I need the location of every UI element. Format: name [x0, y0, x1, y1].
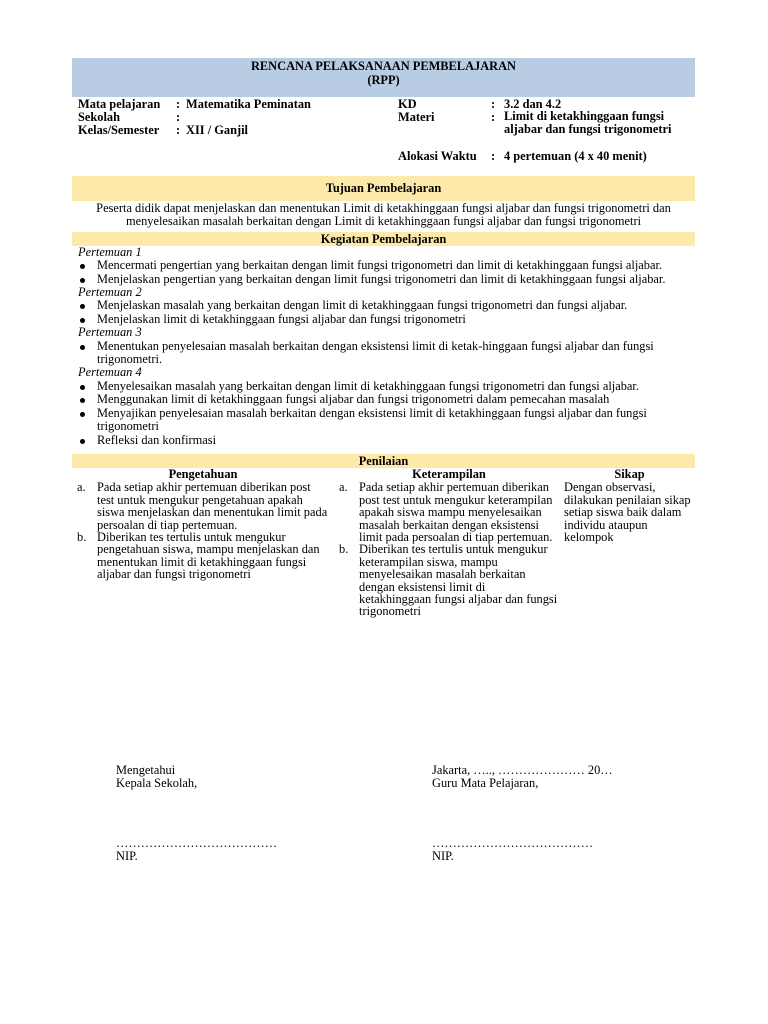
rpp-document [72, 58, 695, 618]
materi-label: Materi [398, 110, 435, 124]
sikap-text: Dengan observasi, dilakukan penilaian sikap setiap siswa baik dalam individu ataupun kelompok [564, 480, 691, 544]
title-band [72, 58, 695, 97]
keterampilan-item [334, 543, 564, 617]
sikap-column [564, 468, 695, 618]
signature-right-nip: NIP. [432, 849, 454, 864]
item-text: Pada setiap akhir pertemuan diberikan post test untuk mengukur keterampilan apakah siswa mampu menyelesaikan masalah berkaitan dengan eksistensi limit pada persoalan di tiap pertemuan. [359, 480, 553, 544]
activity-text: Menggunakan limit di ketakhinggaan fungsi aljabar dan fungsi trigonometri dalam pemecahan masalah [97, 392, 610, 407]
bullet-icon [80, 412, 85, 417]
kd-label: KD [398, 97, 417, 111]
signature-right-line2: Guru Mata Pelajaran, [432, 776, 539, 791]
bullet-icon [80, 264, 85, 269]
keterampilan-items [334, 481, 564, 617]
activity-text: Mencermati pengertian yang berkaitan dengan limit fungsi trigonometri dan limit di ketakhinggaan fungsi aljabar. [97, 258, 662, 273]
document-title: RENCANA PELAKSANAAN PEMBELAJARAN [250, 59, 517, 73]
info-block [72, 97, 695, 175]
bullet-icon [80, 439, 85, 444]
bullet-icon [80, 304, 85, 309]
keterampilan-item [334, 481, 564, 543]
item-marker: b. [339, 542, 349, 557]
kegiatan-heading: Kegiatan Pembelajaran [72, 232, 695, 246]
materi-row [398, 111, 504, 124]
kelas-row [78, 124, 248, 137]
pengetahuan-item [72, 531, 334, 581]
item-marker: a. [77, 480, 86, 495]
bullet-icon [80, 318, 85, 323]
pengetahuan-column [72, 468, 334, 618]
kegiatan-list [72, 246, 695, 447]
bullet-icon [80, 398, 85, 403]
signature-right-line1: Jakarta, ….., ………………… 20… [432, 763, 613, 777]
mapel-value: Matematika Peminatan [186, 97, 311, 111]
signature-left-dots: ………………………………… [116, 835, 278, 850]
activity-text: Menjelaskan masalah yang berkaitan dengan limit di ketakhinggaan fungsi trigonometri dan fungsi aljabar. [97, 298, 628, 313]
signature-right [432, 764, 613, 864]
keterampilan-heading: Keterampilan [412, 466, 486, 481]
activity-text: Menentukan penyelesaian masalah berkaitan dengan eksistensi limit di ketak-hinggaan fungsi aljabar dan fungsi trigonometri. [97, 338, 654, 367]
item-marker: a. [339, 480, 348, 495]
mapel-label: Mata pelajaran [78, 97, 161, 111]
signature-left [116, 764, 277, 864]
kelas-colon: : [176, 123, 181, 137]
penilaian-heading: Penilaian [72, 454, 695, 468]
signature-right-dots: ………………………………… [432, 835, 594, 850]
signature-left-line1: Mengetahui [116, 763, 176, 777]
bullet-icon [80, 385, 85, 390]
mapel-colon: : [176, 97, 181, 111]
pengetahuan-heading: Pengetahuan [168, 466, 238, 481]
activity-text: Menyajikan penyelesaian masalah berkaitan dengan eksistensi limit di ketakhinggaan fungsi aljabar dan fungsi trigonometri [97, 405, 647, 434]
bullet-icon [80, 278, 85, 283]
activity-item [72, 340, 689, 367]
alokasi-colon: : [491, 149, 496, 163]
document-subtitle: (RPP) [367, 72, 400, 87]
item-text: Pada setiap akhir pertemuan diberikan post test untuk mengukur pengetahuan apakah siswa menjelaskan dan menentukan limit pada persoalan di tiap pertemuan. [97, 480, 328, 532]
item-marker: b. [77, 529, 87, 544]
kelas-value: XII / Ganjil [186, 123, 248, 137]
sekolah-label: Sekolah [78, 110, 121, 124]
activity-item [72, 380, 689, 393]
activity-text: Menyelesaikan masalah yang berkaitan dengan limit di ketakhinggaan fungsi trigonometri dan fungsi aljabar. [97, 378, 639, 393]
item-text: Diberikan tes tertulis untuk mengukur keterampilan siswa, mampu menyelesaikan masalah berkaitan dengan eksistensi limit di ketakhinggaan fungsi aljabar dan fungsi trigonometri [359, 542, 558, 619]
activity-text: Menjelaskan pengertian yang berkaitan dengan limit fungsi trigonometri dan limit di ketakhinggaan fungsi aljabar. [97, 271, 666, 286]
activity-item [72, 393, 689, 406]
meeting-title: Pertemuan 3 [78, 325, 142, 340]
activity-item [72, 299, 689, 312]
pengetahuan-item [72, 481, 334, 531]
meeting-title: Pertemuan 4 [78, 365, 142, 380]
activity-item [72, 407, 689, 434]
activity-text: Refleksi dan konfirmasi [97, 432, 217, 447]
activity-item [72, 273, 689, 286]
activity-item [72, 313, 689, 326]
tujuan-heading: Tujuan Pembelajaran [72, 176, 695, 201]
alokasi-value: 4 pertemuan (4 x 40 menit) [504, 149, 647, 163]
kelas-label: Kelas/Semester [78, 123, 160, 137]
alokasi-label: Alokasi Waktu [398, 149, 477, 163]
activity-item [72, 259, 689, 272]
activity-item [72, 434, 689, 447]
alokasi-row [398, 150, 647, 163]
sikap-heading: Sikap [614, 466, 645, 481]
keterampilan-column [334, 468, 564, 618]
materi-colon: : [491, 110, 496, 124]
signature-left-line2: Kepala Sekolah, [116, 776, 198, 791]
meeting-title: Pertemuan 2 [78, 285, 142, 300]
meeting-title: Pertemuan 1 [78, 244, 142, 259]
bullet-icon [80, 345, 85, 350]
kd-value: 3.2 dan 4.2 [504, 97, 562, 111]
item-text: Diberikan tes tertulis untuk mengukur pengetahuan siswa, mampu menjelaskan dan menentukan limit di ketakhinggaan fungsi aljabar dan fungsi trigonometri [97, 529, 320, 582]
pengetahuan-items [72, 481, 334, 580]
signature-left-nip: NIP. [116, 849, 138, 864]
kd-colon: : [491, 97, 496, 111]
penilaian-table [72, 468, 695, 618]
sekolah-colon: : [176, 110, 181, 124]
materi-value: Limit di ketakhinggaan fungsi aljabar dan fungsi trigonometri [504, 109, 672, 136]
activity-text: Menjelaskan limit di ketakhinggaan fungsi aljabar dan fungsi trigonometri [97, 311, 466, 326]
tujuan-text: Peserta didik dapat menjelaskan dan menentukan Limit di ketakhinggaan fungsi aljabar dan fungsi trigonometri dan menyelesaikan masalah berkaitan dengan Limit di ketakhinggaan fungsi aljabar dan fungsi trigonometri [96, 201, 671, 229]
